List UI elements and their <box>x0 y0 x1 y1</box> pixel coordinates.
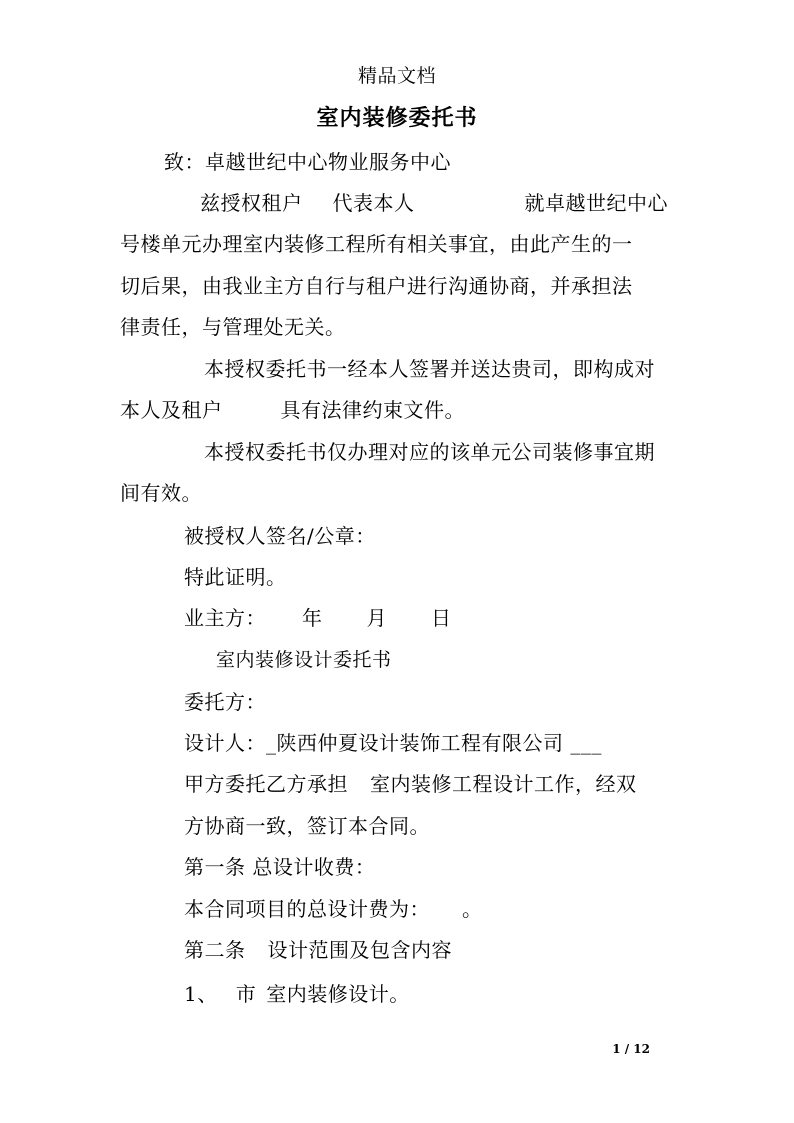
validity-line-2: 间有效。 <box>120 481 202 505</box>
document-title: 室内装修委托书 <box>316 105 478 131</box>
binding-text-a: 本人及租户 <box>120 398 223 422</box>
fee-end: 。 <box>462 897 483 921</box>
fee-line <box>184 897 483 921</box>
authorization-text-b: 代表本人 <box>332 191 415 215</box>
signature-label: 被授权人签名/公章： <box>184 524 376 548</box>
item-1 <box>184 982 410 1006</box>
year-label: 年 <box>302 606 323 630</box>
month-label: 月 <box>366 606 387 630</box>
page-number: 1 / 12 <box>612 1042 650 1056</box>
article-2-number: 第二条 <box>184 938 246 962</box>
owner-date-line <box>184 606 452 630</box>
binding-text-b: 具有法律约束文件。 <box>280 398 465 422</box>
authorization-text-c: 就卓越世纪中心 <box>524 191 668 215</box>
item-1-text: 室内装修设计。 <box>266 982 410 1006</box>
authorization-line-3: 切后果，由我业主方自行与租户进行沟通协商，并承担法 <box>120 274 633 298</box>
authorization-line-1 <box>200 191 668 215</box>
item-1-number: 1、 <box>184 982 218 1006</box>
authorization-line-2: 号楼单元办理室内装修工程所有相关事宜，由此产生的一 <box>120 232 633 256</box>
authorization-text-a: 兹授权租户 <box>200 191 303 215</box>
owner-label: 业主方： <box>184 606 266 630</box>
validity-line-1: 本授权委托书仅办理对应的该单元公司装修事宜期 <box>204 440 655 464</box>
article-2 <box>184 938 452 962</box>
page-header: 精品文档 <box>357 65 436 87</box>
article-1: 第一条 总设计收费： <box>184 855 376 879</box>
contract-desc-line-1 <box>184 772 637 796</box>
contract-desc-b: 室内装修工程设计工作，经双 <box>370 772 637 796</box>
binding-line-1: 本授权委托书一经本人签署并送达贵司，即构成对 <box>204 357 655 381</box>
binding-line-2 <box>120 398 465 422</box>
certify-text: 特此证明。 <box>184 565 287 589</box>
authorization-line-4: 律责任，与管理处无关。 <box>120 315 346 339</box>
addressee-line: 致：卓越世纪中心物业服务中心 <box>164 150 451 174</box>
client-label: 委托方： <box>184 690 266 714</box>
fee-label: 本合同项目的总设计费为： <box>184 897 430 921</box>
contract-desc-line-2: 方协商一致，签订本合同。 <box>184 814 430 838</box>
item-1-city: 市 <box>235 982 257 1006</box>
day-label: 日 <box>431 606 452 630</box>
contract-desc-a: 甲方委托乙方承担 <box>184 772 348 796</box>
article-2-title: 设计范围及包含内容 <box>267 938 452 962</box>
designer-line: 设计人：_陕西仲夏设计装饰工程有限公司 ___ <box>184 731 602 755</box>
contract-title: 室内装修设计委托书 <box>216 649 392 671</box>
